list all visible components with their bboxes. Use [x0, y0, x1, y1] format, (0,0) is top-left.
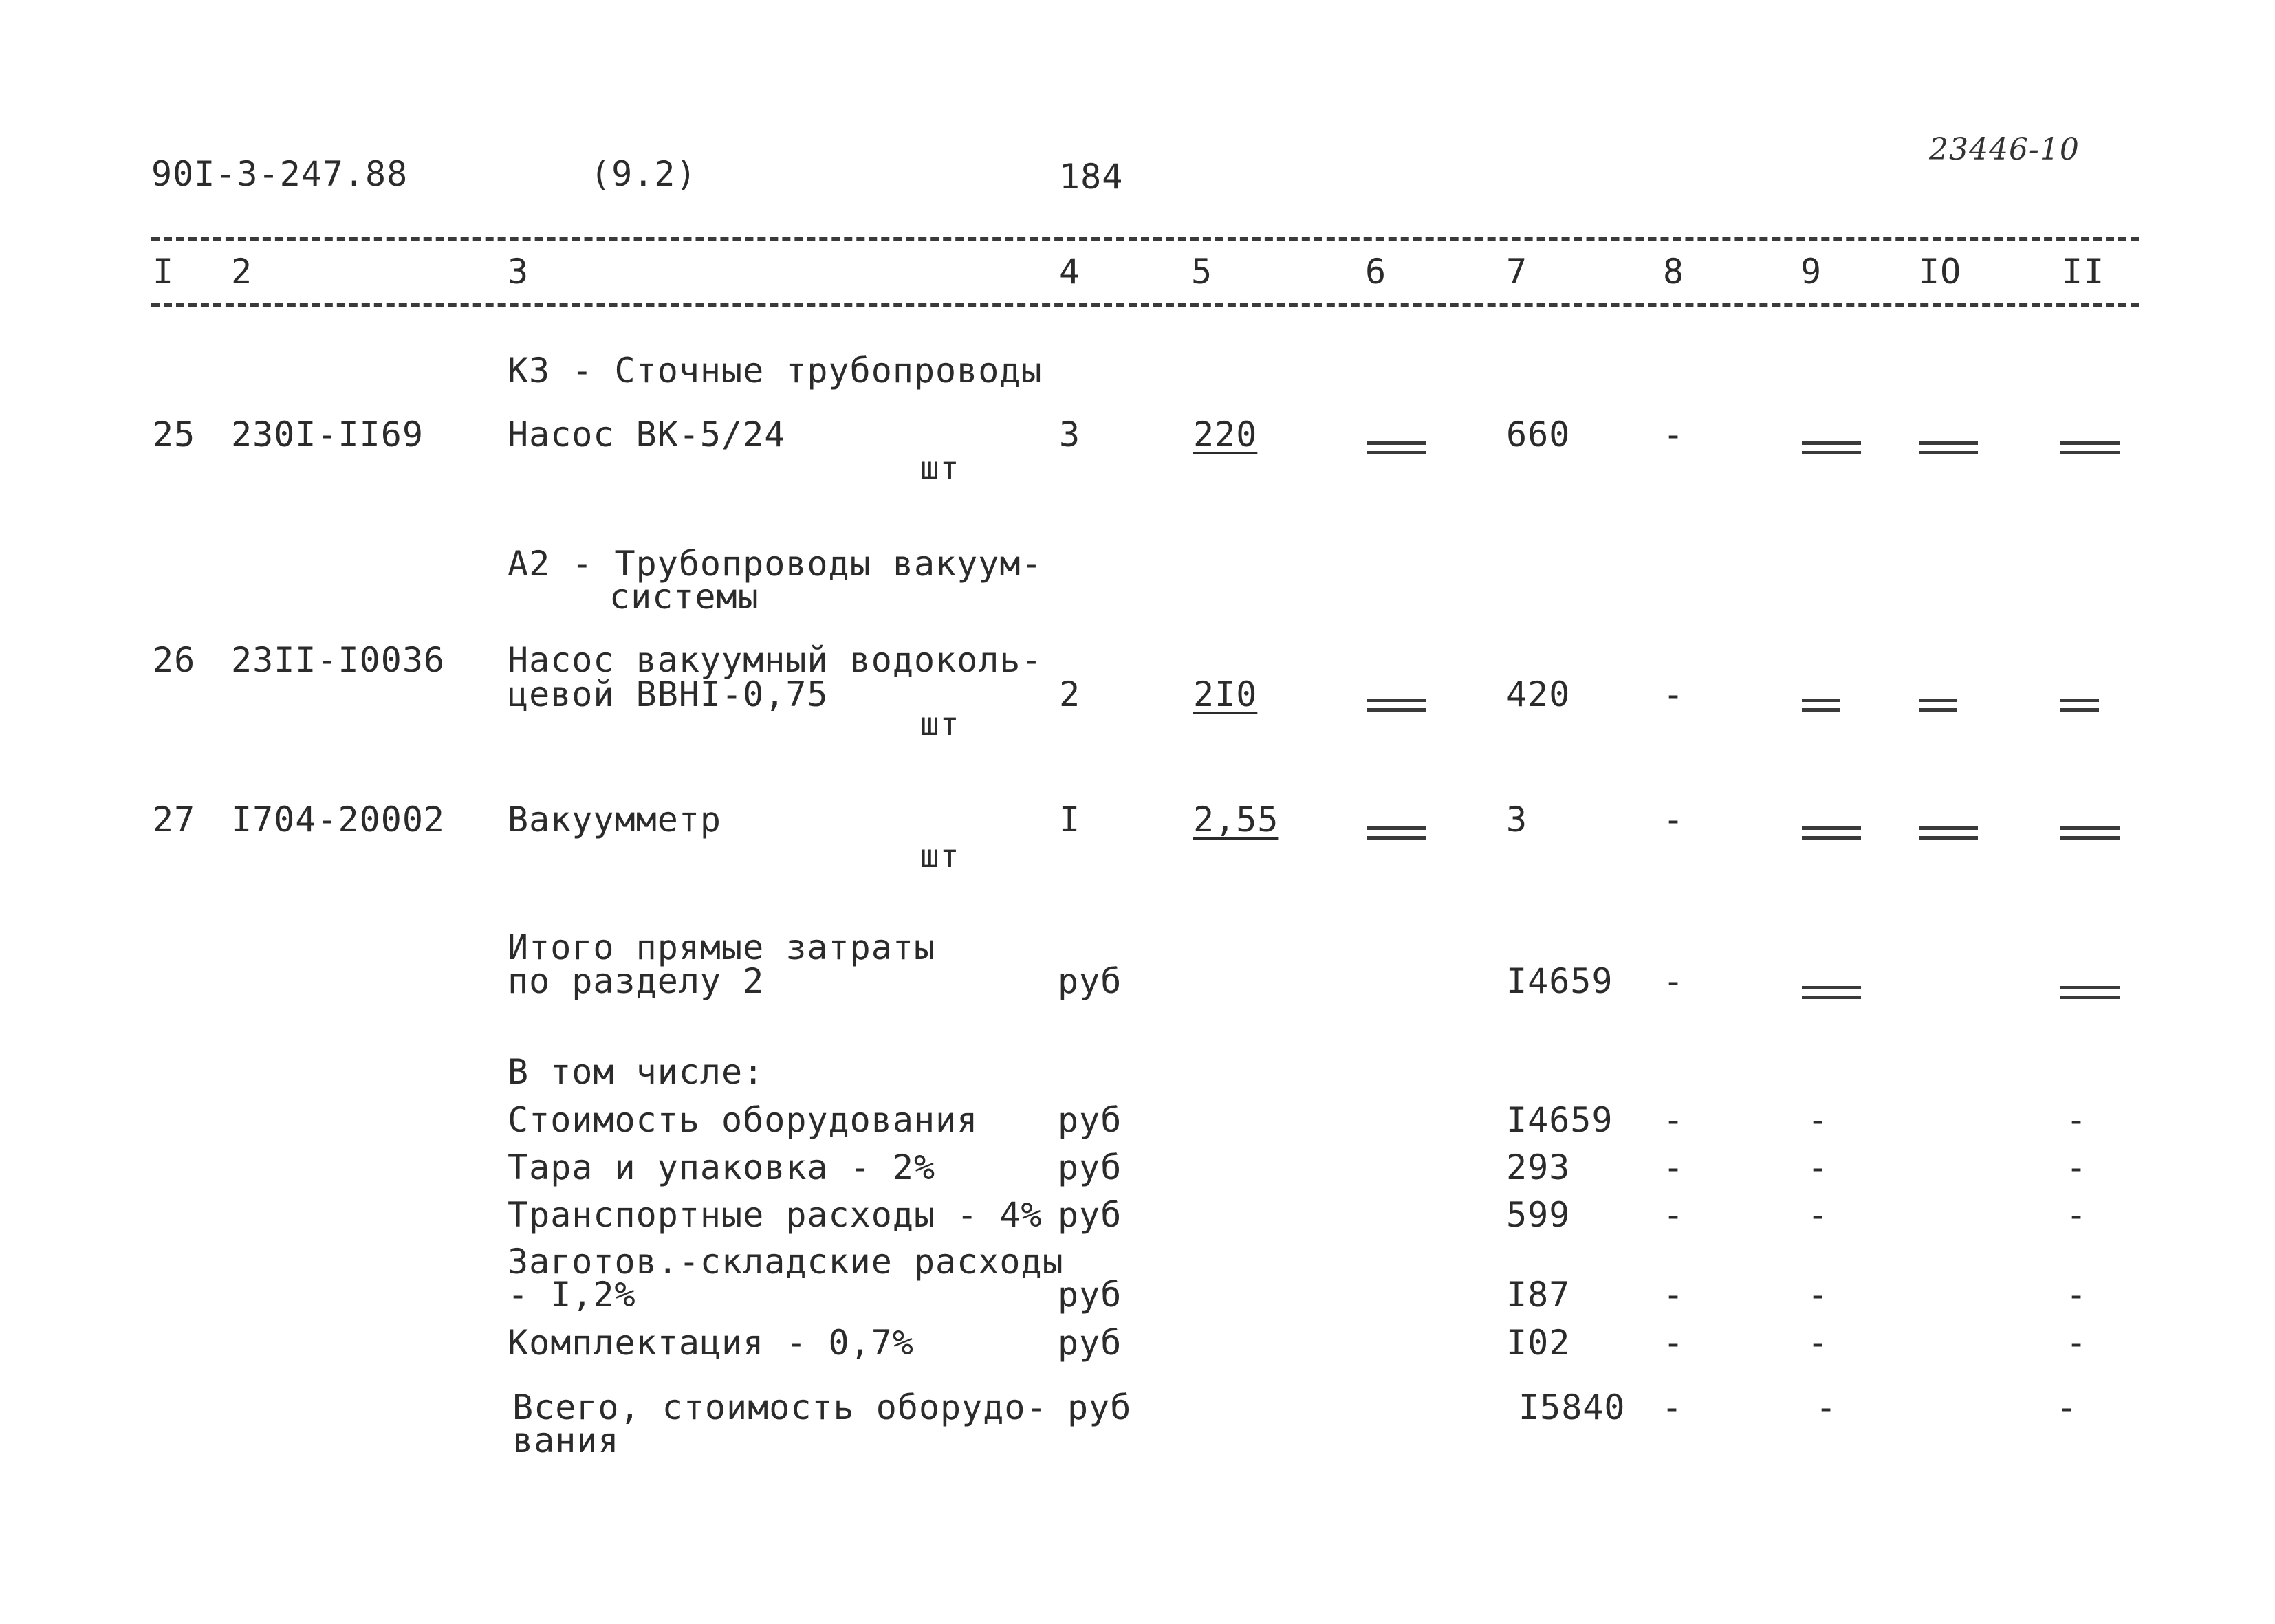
summary-item-col9: - [1816, 1387, 1838, 1427]
summary-item-col11: - [2066, 1148, 2088, 1187]
item-code: I704-20002 [231, 800, 446, 840]
summary-item-label: Комплектация - 0,7% [508, 1323, 914, 1363]
item-price: 220 [1193, 415, 1258, 454]
section-heading: К3 - Сточные трубопроводы [508, 351, 1043, 391]
archive-number: 23446-10 [1929, 132, 2080, 167]
column-header: 4 [1059, 252, 1081, 292]
summary-item-unit: руб [1067, 1387, 1132, 1427]
ditto-mark [1367, 437, 1426, 461]
column-header: 2 [231, 252, 253, 292]
item-name-cont: цевой ВВНI-0,75 [508, 674, 829, 714]
item-quantity: I [1059, 800, 1081, 840]
summary-item-total: I02 [1506, 1323, 1571, 1363]
summary-item-label: Стоимость оборудования [508, 1100, 979, 1140]
summary-including: В том числе: [508, 1052, 765, 1092]
summary-item-col9: - [1807, 1195, 1829, 1235]
column-header: I [153, 252, 175, 292]
header-rule-top [151, 237, 2139, 241]
item-quantity: 2 [1059, 674, 1081, 714]
item-name: Вакуумметр [508, 800, 722, 840]
item-unit: шт [920, 705, 960, 743]
summary-unit: руб [1058, 961, 1122, 1001]
ditto-mark [1919, 694, 1957, 718]
section-heading-cont: системы [609, 577, 759, 617]
item-col8: - [1663, 415, 1685, 454]
ditto-mark [1919, 822, 1978, 846]
summary-item-col11: - [2066, 1195, 2088, 1235]
summary-item-col11: - [2066, 1100, 2088, 1140]
row-number: 26 [153, 640, 196, 680]
summary-label: Итого прямые затраты [508, 928, 936, 967]
summary-item-col8: - [1663, 1148, 1685, 1187]
item-name: Насос вакуумный водоколь- [508, 640, 1043, 680]
item-total: 3 [1506, 800, 1528, 840]
item-col8: - [1663, 674, 1685, 714]
summary-item-col11: - [2056, 1387, 2078, 1427]
row-number: 27 [153, 800, 196, 840]
summary-item-col8: - [1663, 1275, 1685, 1315]
summary-item-col9: - [1807, 1148, 1829, 1187]
summary-item-total: I5840 [1519, 1387, 1626, 1427]
item-unit: шт [920, 450, 960, 487]
summary-item-col8: - [1663, 1195, 1685, 1235]
ditto-mark [2060, 694, 2099, 718]
summary-item-label-cont: - I,2% [508, 1275, 636, 1315]
ditto-mark [1367, 822, 1426, 846]
summary-col8: - [1663, 961, 1685, 1001]
page-number: 184 [1059, 157, 1124, 197]
column-header: 3 [508, 252, 530, 292]
ditto-mark [1367, 694, 1426, 718]
header-rule-bottom [151, 303, 2139, 307]
column-header: 9 [1800, 252, 1822, 292]
summary-item-unit: руб [1058, 1100, 1122, 1140]
section-heading: А2 - Трубопроводы вакуум- [508, 544, 1043, 584]
column-header: 8 [1663, 252, 1685, 292]
item-price: 2I0 [1193, 674, 1258, 714]
column-header: 5 [1191, 252, 1213, 292]
ditto-mark [2060, 822, 2120, 846]
column-header: IO [1919, 252, 1962, 292]
item-unit: шт [920, 837, 960, 875]
summary-item-unit: руб [1058, 1323, 1122, 1363]
sheet-number: (9.2) [590, 154, 697, 194]
summary-item-col8: - [1663, 1323, 1685, 1363]
ditto-mark [2060, 982, 2120, 1005]
column-header: II [2062, 252, 2105, 292]
summary-item-label: Всего, стоимость оборудо- [512, 1387, 1047, 1427]
ditto-mark [2060, 437, 2120, 461]
item-code: 23II-I0036 [231, 640, 446, 680]
summary-item-total: 599 [1506, 1195, 1571, 1235]
summary-item-col8: - [1662, 1387, 1684, 1427]
ditto-mark [1802, 982, 1861, 1005]
summary-item-label: Транспортные расходы - 4% [508, 1195, 1043, 1235]
summary-item-label-cont: вания [512, 1420, 620, 1460]
row-number: 25 [153, 415, 196, 454]
summary-item-col11: - [2066, 1275, 2088, 1315]
summary-item-total: 293 [1506, 1148, 1571, 1187]
ditto-mark [1919, 437, 1978, 461]
summary-item-col9: - [1807, 1100, 1829, 1140]
item-col8: - [1663, 800, 1685, 840]
summary-item-total: I4659 [1506, 1100, 1613, 1140]
column-header: 7 [1506, 252, 1528, 292]
item-price: 2,55 [1193, 800, 1279, 840]
summary-label-cont: по разделу 2 [508, 961, 765, 1001]
item-code: 230I-II69 [231, 415, 424, 454]
summary-item-total: I87 [1506, 1275, 1571, 1315]
summary-item-col11: - [2066, 1323, 2088, 1363]
ditto-mark [1802, 822, 1861, 846]
ditto-mark [1802, 694, 1840, 718]
summary-item-col9: - [1807, 1275, 1829, 1315]
item-quantity: 3 [1059, 415, 1081, 454]
summary-item-unit: руб [1058, 1148, 1122, 1187]
column-header: 6 [1365, 252, 1387, 292]
summary-item-unit: руб [1058, 1275, 1122, 1315]
item-name: Насос ВК-5/24 [508, 415, 786, 454]
summary-item-label: Тара и упаковка - 2% [508, 1148, 936, 1187]
summary-item-unit: руб [1058, 1195, 1122, 1235]
item-total: 420 [1506, 674, 1571, 714]
summary-total: I4659 [1506, 961, 1613, 1001]
ditto-mark [1802, 437, 1861, 461]
summary-item-col9: - [1807, 1323, 1829, 1363]
item-total: 660 [1506, 415, 1571, 454]
summary-item-col8: - [1663, 1100, 1685, 1140]
summary-item-label: Заготов.-складские расходы [508, 1242, 1064, 1282]
doc-code: 90I-3-247.88 [151, 154, 409, 194]
